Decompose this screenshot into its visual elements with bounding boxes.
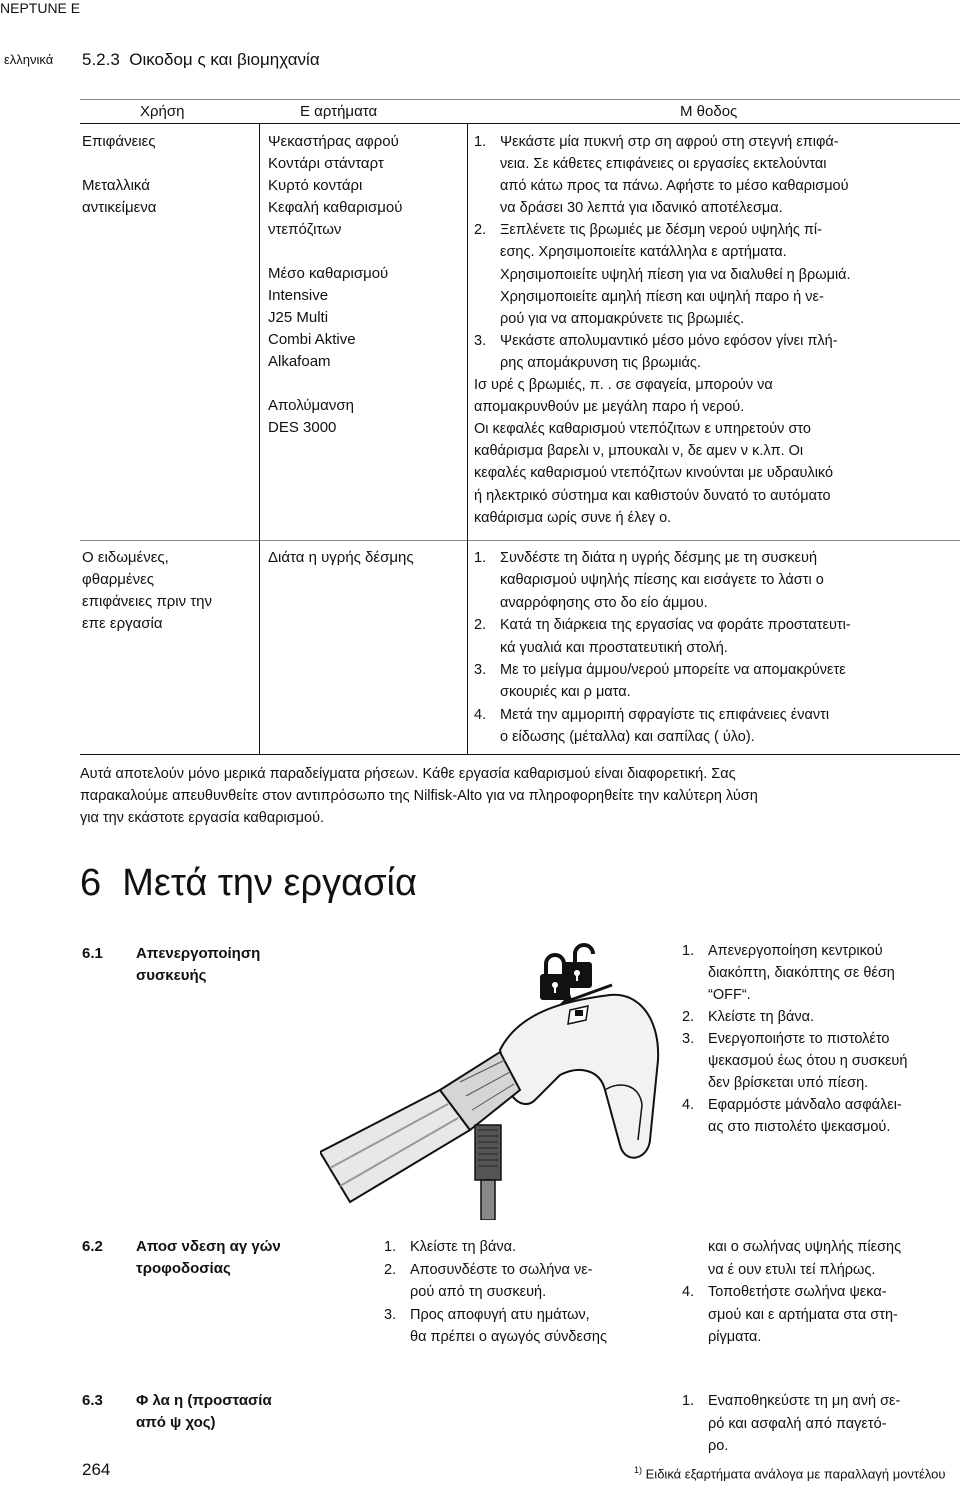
step-line: Συνδέστε τη διάτα η υγρής δέσμης με τη συσκευή bbox=[500, 550, 818, 566]
section-6-3-number: 6.3 bbox=[82, 1392, 103, 1409]
step-line: Ψεκάστε μία πυκνή στρ ση αφρού στη στεγνή επιφά- bbox=[500, 134, 839, 150]
table-top-rule bbox=[80, 99, 960, 100]
table-row-rule bbox=[80, 540, 960, 541]
cell-line: Διάτα η υγρής δέσμης bbox=[268, 549, 414, 566]
step-number: 1. bbox=[474, 134, 487, 150]
cell-line: Απολύμανση bbox=[268, 397, 354, 414]
section-5-2-3-heading bbox=[82, 50, 320, 70]
step-line: αναρρόφησης στο δο είο άμμου. bbox=[500, 594, 708, 611]
step-line: ρο. bbox=[708, 1438, 729, 1454]
steps-list bbox=[682, 940, 960, 1138]
step-line: Μετά την αμμοριπή σφραγίστε τις επιφάνειες έναντι bbox=[500, 706, 830, 723]
step-line: Ψεκάστε απολυμαντικό μέσο μόνο εφόσον γίνει πλή- bbox=[500, 332, 838, 349]
method-step bbox=[474, 330, 954, 374]
step-item bbox=[682, 1390, 960, 1458]
step-line: καθαρισμού υψηλής πίεσης και εισάγετε το λάστι ο bbox=[500, 572, 824, 589]
step-item bbox=[384, 1259, 664, 1304]
after-table-note bbox=[80, 763, 960, 829]
cell-line: Ψεκαστήρας αφρού bbox=[268, 133, 399, 150]
step-number: 1. bbox=[682, 1393, 695, 1409]
method-step bbox=[474, 547, 954, 614]
step-line: Ξεπλένετε τις βρωμιές με δέσμη νερού υψηλής πί- bbox=[500, 222, 822, 239]
footnote bbox=[634, 1465, 946, 1481]
step-line: Τοποθετήστε σωλήνα ψεκα- bbox=[708, 1284, 887, 1300]
step-line: θα πρέπει ο αγωγός σύνδεσης bbox=[410, 1329, 607, 1345]
cell-line: επιφάνειες πριν την bbox=[82, 593, 213, 610]
step-line: να δράσει 30 λεπτά για ιδανικό αποτέλεσμα. bbox=[500, 200, 783, 217]
step-line: και ο σωλήνας υψηλής πίεσης bbox=[708, 1239, 902, 1255]
step-line: ρης απομάκρυνση τις βρωμιάς. bbox=[500, 354, 701, 371]
step-item bbox=[682, 1281, 960, 1349]
step-number: 2. bbox=[474, 222, 487, 239]
row2-use-cell bbox=[82, 547, 212, 635]
table-bottom-rule bbox=[80, 754, 960, 755]
step-line: ρού από τη συσκευή. bbox=[410, 1284, 547, 1300]
row1-accessories-cell bbox=[268, 131, 402, 439]
step-line: Κλείστε τη βάνα. bbox=[410, 1239, 516, 1255]
step-number: 4. bbox=[682, 1097, 695, 1113]
step-number: 3. bbox=[682, 1031, 695, 1047]
table-col-divider-2 bbox=[467, 123, 468, 754]
section-6-3-title bbox=[136, 1390, 272, 1434]
step-line: σμού και ε αρτήματα στα στη- bbox=[708, 1306, 898, 1323]
note-line: για την εκάστοτε εργασία καθαρισμού. bbox=[80, 810, 325, 826]
title-line: από ψ χος) bbox=[136, 1414, 216, 1431]
chapter-number: 6 bbox=[80, 862, 102, 904]
note-line: απομακρυνθούν με μεγάλη παρο ή νερού. bbox=[474, 399, 745, 416]
step-number: 4. bbox=[474, 706, 487, 723]
step-line: Χρησιμοποιείτε υψηλή πίεση για να διαλυθεί η βρωμιά. bbox=[500, 266, 851, 283]
step-line: ας στο πιστολέτο ψεκασμού. bbox=[708, 1119, 891, 1135]
section-title: Οικοδομ ς και βιομηχανία bbox=[129, 50, 320, 69]
footnote-mark: 1) bbox=[634, 1465, 643, 1475]
step-number: 3. bbox=[474, 332, 487, 349]
step-line: κά γυαλιά και προστατευτική στολή. bbox=[500, 639, 728, 656]
chapter-title: Μετά την εργασία bbox=[122, 862, 417, 904]
step-line: “OFF“. bbox=[708, 987, 751, 1003]
cell-line: Κεφαλή καθαρισμού bbox=[268, 199, 403, 216]
cell-line: J25 Multi bbox=[268, 309, 329, 326]
title-line: Απενεργοποίηση bbox=[136, 945, 261, 962]
step-line: εσης. Χρησιμοποιείτε κατάλληλα ε αρτήματα. bbox=[500, 244, 787, 261]
cell-line: ντεπόζιτων bbox=[268, 221, 342, 238]
row1-method-cell bbox=[474, 131, 954, 529]
note-line: καθάρισμα ωρίς συνε ή έλεγ ο. bbox=[474, 509, 672, 526]
step-number: 2. bbox=[384, 1261, 397, 1278]
step-line: Εναποθηκεύστε τη μη ανή σε- bbox=[708, 1393, 901, 1409]
section-6-2-steps-col2 bbox=[682, 1236, 960, 1349]
cell-line bbox=[268, 241, 402, 263]
document-title: NEPTUNE E bbox=[0, 0, 81, 16]
table-header-rule bbox=[80, 123, 960, 124]
cell-line: Alkafoam bbox=[268, 353, 331, 370]
cell-line: Μεταλλικά bbox=[82, 177, 150, 194]
step-line: ψεκασμού έως ότου η συσκευή bbox=[708, 1053, 908, 1069]
cell-line bbox=[82, 153, 156, 175]
step-number: 2. bbox=[682, 1009, 695, 1025]
cell-line: Κοντάρι στάνταρτ bbox=[268, 155, 384, 172]
steps-list bbox=[682, 1236, 960, 1349]
step-line: ρίγματα. bbox=[708, 1329, 762, 1345]
method-step bbox=[474, 659, 954, 704]
section-6-2-title bbox=[136, 1236, 281, 1280]
cell-line: Μέσο καθαρισμού bbox=[268, 265, 389, 282]
step-item bbox=[384, 1304, 664, 1349]
cell-line: DES 3000 bbox=[268, 419, 337, 436]
table-col-divider-1 bbox=[259, 123, 260, 754]
table-header-accessories: Ε αρτήματα bbox=[300, 103, 378, 120]
section-6-1-number: 6.1 bbox=[82, 945, 103, 962]
step-line: Με το μείγμα άμμου/νερού μπορείτε να απομακρύνετε bbox=[500, 662, 846, 679]
row1-method-steps bbox=[474, 131, 954, 374]
step-line: Κλείστε τη βάνα. bbox=[708, 1009, 814, 1025]
cell-line: Intensive bbox=[268, 287, 329, 304]
step-number: 3. bbox=[384, 1306, 397, 1323]
chapter-6-heading bbox=[80, 858, 417, 908]
note-line: ή ηλεκτρικό σύστημα και καθιστούν δυνατό το αυτόματο bbox=[474, 487, 831, 504]
method-step bbox=[474, 219, 954, 329]
step-number: 1. bbox=[384, 1239, 397, 1255]
step-item bbox=[682, 1028, 960, 1094]
step-line: σκουριές και ρ ματα. bbox=[500, 684, 631, 701]
step-item bbox=[682, 1094, 960, 1138]
cell-line: Επιφάνειες bbox=[82, 133, 156, 150]
footnote-text: Ειδικά εξαρτήματα ανάλογα με παραλλαγή μοντέλου bbox=[645, 1466, 946, 1482]
cell-line: αντικείμενα bbox=[82, 199, 157, 216]
cell-line: Κυρτό κοντάρι bbox=[268, 177, 363, 194]
step-line: Προς αποφυγή ατυ ημάτων, bbox=[410, 1306, 590, 1323]
table-header-use: Χρήση bbox=[140, 103, 185, 120]
section-6-1-steps bbox=[682, 940, 960, 1138]
section-6-1-title bbox=[136, 943, 260, 987]
lock-open-icon bbox=[562, 945, 593, 988]
note-line: Οι κεφαλές καθαρισμού ντεπόζιτων ε υπηρετούν στο bbox=[474, 421, 811, 438]
step-line: ρού για να απομακρύνετε τις βρωμιές. bbox=[500, 310, 745, 327]
step-line: Απενεργοποίηση κεντρικού bbox=[708, 943, 883, 959]
step-line: διακόπτη, διακόπτης σε θέση bbox=[708, 965, 895, 981]
note-line: καθάρισμα βαρελι ν, μπουκαλι ν, δε αμεν ν κ.λπ. Οι bbox=[474, 443, 804, 460]
step-line: Χρησιμοποιείτε αμηλή πίεση και υψηλή παρο ή νε- bbox=[500, 288, 824, 305]
section-6-2-steps-col1 bbox=[384, 1236, 664, 1349]
steps-list bbox=[384, 1236, 664, 1349]
section-6-2-number: 6.2 bbox=[82, 1238, 103, 1255]
language-label: ελληνικά bbox=[4, 52, 54, 67]
method-note bbox=[474, 418, 954, 528]
row2-method-steps bbox=[474, 547, 954, 749]
cell-line: φθαρμένες bbox=[82, 571, 155, 588]
row1-use-cell bbox=[82, 131, 156, 219]
step-item bbox=[384, 1236, 664, 1259]
note-line: Ισ υρέ ς βρωμιές, π. . σε σφαγεία, μπορούν να bbox=[474, 377, 773, 394]
method-note bbox=[474, 374, 954, 418]
section-6-3-steps bbox=[682, 1390, 960, 1458]
step-line: ο είδωσης (μέταλλα) και σαπίλας ( ύλο). bbox=[500, 729, 755, 746]
step-line: Κατά τη διάρκεια της εργασίας να φοράτε προστατευτι- bbox=[500, 617, 851, 634]
steps-list bbox=[682, 1390, 960, 1458]
step-number: 1. bbox=[682, 943, 695, 959]
step-item bbox=[682, 1006, 960, 1028]
step-line: να έ ουν ετυλι τεί πλήρως. bbox=[708, 1261, 876, 1278]
row2-method-cell bbox=[474, 547, 954, 749]
note-line: κεφαλές καθαρισμού ντεπόζιτων κινούνται με υδραυλικό bbox=[474, 465, 834, 482]
step-line: Αποσυνδέστε το σωλήνα νε- bbox=[410, 1261, 593, 1278]
title-line: συσκευής bbox=[136, 967, 207, 984]
method-step bbox=[474, 131, 954, 219]
step-number: 4. bbox=[682, 1284, 695, 1300]
step-line: νεια. Σε κάθετες επιφάνειες οι εργασίες εκτελούνται bbox=[500, 156, 827, 173]
row2-accessories-cell bbox=[268, 547, 414, 569]
cell-line: Combi Aktive bbox=[268, 331, 356, 348]
cell-line bbox=[268, 373, 402, 395]
spray-gun-illustration bbox=[320, 940, 680, 1220]
step-item bbox=[682, 1236, 960, 1281]
title-line: Φ λα η (προστασία bbox=[136, 1392, 272, 1409]
title-line: Αποσ νδεση αγ γών bbox=[136, 1238, 281, 1255]
step-item bbox=[682, 940, 960, 1006]
note-line: Αυτά αποτελούν μόνο μερικά παραδείγματα ρήσεων. Κάθε εργασία καθαρισμού είναι διαφορετική. Σας bbox=[80, 766, 736, 782]
step-line: δεν βρίσκεται υπό πίεση. bbox=[708, 1075, 869, 1091]
method-step bbox=[474, 614, 954, 659]
section-number: 5.2.3 bbox=[82, 50, 120, 69]
title-line: τροφοδοσίας bbox=[136, 1260, 231, 1277]
table-header-method: Μ θοδος bbox=[680, 103, 738, 120]
method-step bbox=[474, 704, 954, 749]
step-line: Εφαρμόστε μάνδαλο ασφάλει- bbox=[708, 1097, 902, 1113]
page-number: 264 bbox=[82, 1460, 111, 1479]
step-line: από κάτω προς τα πάνω. Αφήστε το μέσο καθαρισμού bbox=[500, 178, 849, 195]
cell-line: επε εργασία bbox=[82, 615, 163, 632]
step-number: 2. bbox=[474, 617, 487, 634]
spray-gun-icon bbox=[320, 995, 658, 1220]
step-number: 1. bbox=[474, 550, 487, 566]
step-line: Ενεργοποιήστε το πιστολέτο bbox=[708, 1031, 890, 1047]
step-number: 3. bbox=[474, 662, 487, 679]
cell-line: Ο ειδωμένες, bbox=[82, 549, 169, 566]
step-line: ρό και ασφαλή από παγετό- bbox=[708, 1415, 887, 1432]
note-line: παρακαλούμε απευθυνθείτε στον αντιπρόσωπο της Nilfisk-Alto για να πληροφορηθείτε την καλύτερη λύση bbox=[80, 788, 758, 804]
